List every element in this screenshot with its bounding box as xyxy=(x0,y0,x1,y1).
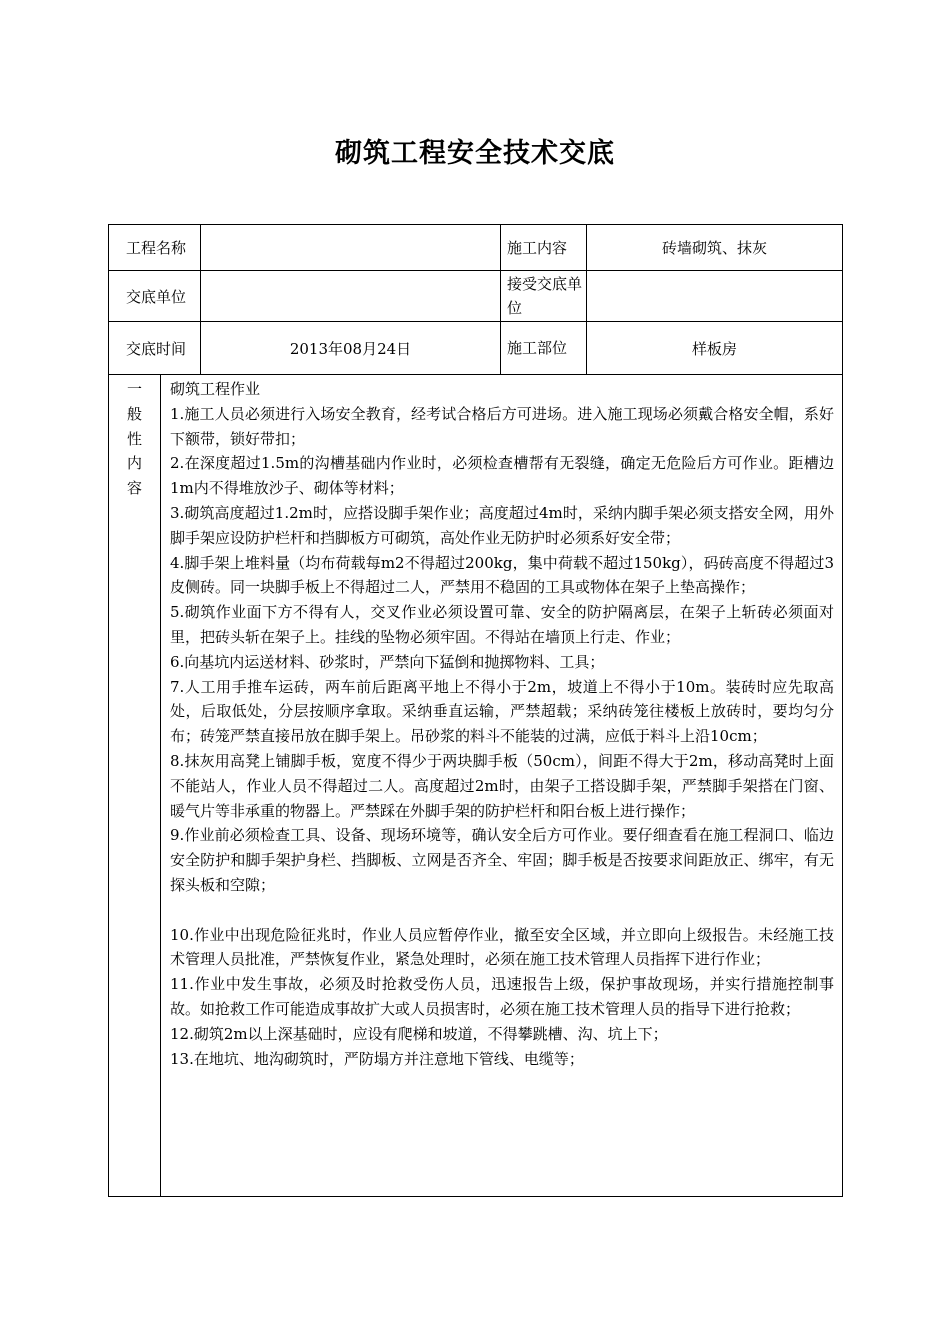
disclosure-table xyxy=(108,224,843,1197)
general-content xyxy=(161,375,843,1197)
content-item: 11.作业中发生事故，必须及时抢救受伤人员，迅速报告上级，保护事故现场，并实行措施控制事故。如抢救工作可能造成事故扩大或人员损害时，必须在施工技术管理人员的指导下进行抢救； xyxy=(170,975,835,1018)
location-value: 样板房 xyxy=(587,322,843,375)
content-item: 9.作业前必须检查工具、设备、现场环境等，确认安全后方可作业。要仔细查看在施工程洞口、临边安全防护和脚手架护身栏、挡脚板、立网是否齐全、牢固；脚手板是否按要求间距放正、绑牢，有无探头板和空隙； xyxy=(170,826,835,894)
issuer-label: 交底单位 xyxy=(109,271,201,322)
content-item: 3.砌筑高度超过1.2m时，应搭设脚手架作业；高度超过4m时，采纳内脚手架必须支搭安全网，用外脚手架应设防护栏杆和挡脚板方可砌筑，高处作业无防护时必须系好安全带； xyxy=(170,503,835,547)
general-side-label xyxy=(109,375,161,1197)
receiver-label: 接受交底单位 xyxy=(501,271,587,322)
row-project-name xyxy=(109,225,843,271)
content-item: 1.施工人员必须进行入场安全教育，经考试合格后方可进场。进入施工现场必须戴合格安全帽，系好下额带，锁好带扣； xyxy=(170,404,835,448)
page-title: 砌筑工程安全技术交底 xyxy=(335,138,615,169)
time-label: 交底时间 xyxy=(109,322,201,375)
content-item: 8.抹灰用高凳上铺脚手板，宽度不得少于两块脚手板（50cm），间距不得大于2m，移动高凳时上面不能站人，作业人员不得超过二人。高度超过2m时，由架子工搭设脚手架，严禁脚手架搭在门窗、暖气片等非承重的物器上。严禁踩在外脚手架的防护栏杆和阳台板上进行操作； xyxy=(170,751,835,820)
project-name-label: 工程名称 xyxy=(109,225,201,271)
receiver-value xyxy=(587,271,843,322)
row-issuer xyxy=(109,271,843,322)
row-general-content xyxy=(109,375,843,1197)
side-char: 性 xyxy=(126,429,142,448)
issuer-value xyxy=(201,271,501,322)
location-label: 施工部位 xyxy=(501,322,587,375)
content-item: 10.作业中出现危险征兆时，作业人员应暂停作业，撤至安全区域，并立即向上级报告。未经施工技术管理人员批准，严禁恢复作业，紧急处理时，必须在施工技术管理人员指挥下进行作业； xyxy=(170,925,835,969)
work-content-value: 砖墙砌筑、抹灰 xyxy=(587,225,843,271)
content-item: 2.在深度超过1.5m的沟槽基础内作业时，必须检查槽帮有无裂缝，确定无危险后方可作业。距槽边1m内不得堆放沙子、砌体等材料； xyxy=(170,454,835,498)
content-item: 6.向基坑内运送材料、砂浆时，严禁向下猛倒和抛掷物料、工具； xyxy=(170,652,605,671)
row-time xyxy=(109,322,843,375)
content-item: 13.在地坑、地沟砌筑时，严防塌方并注意地下管线、电缆等； xyxy=(170,1049,584,1068)
work-content-label: 施工内容 xyxy=(501,225,587,271)
content-item: 5.砌筑作业面下方不得有人，交叉作业必须设置可靠、安全的防护隔离层，在架子上斩砖必须面对里，把砖头斩在架子上。挂线的坠物必须牢固。不得站在墙顶上行走、作业； xyxy=(170,603,835,646)
time-value: 2013年08月24日 xyxy=(201,322,501,375)
content-item: 4.脚手架上堆料量（均布荷载每m2不得超过200kg，集中荷载不超过150kg），码砖高度不得超过3皮侧砖。同一块脚手板上不得超过二人，严禁用不稳固的工具或物体在架子上垫高操作； xyxy=(170,553,835,597)
content-heading: 砌筑工程作业 xyxy=(170,380,261,398)
content-item: 7.人工用手推车运砖，两车前后距离平地上不得小于2m，坡道上不得小于10m。装砖时应先取高处，后取低处，分层按顺序拿取。采纳垂直运输，严禁超载；采纳砖笼往楼板上放砖时，要均匀分布；砖笼严禁直接吊放在脚手架上。吊砂浆的料斗不能装的过满，应低于料斗上沿10cm； xyxy=(170,677,835,746)
side-char: 容 xyxy=(126,479,142,498)
side-char: 一 xyxy=(126,380,142,398)
side-char: 般 xyxy=(126,404,142,423)
side-char: 内 xyxy=(126,454,142,473)
project-name-value xyxy=(201,225,501,271)
content-item: 12.砌筑2m以上深基础时，应设有爬梯和坡道，不得攀跳槽、沟、坑上下； xyxy=(170,1024,668,1043)
